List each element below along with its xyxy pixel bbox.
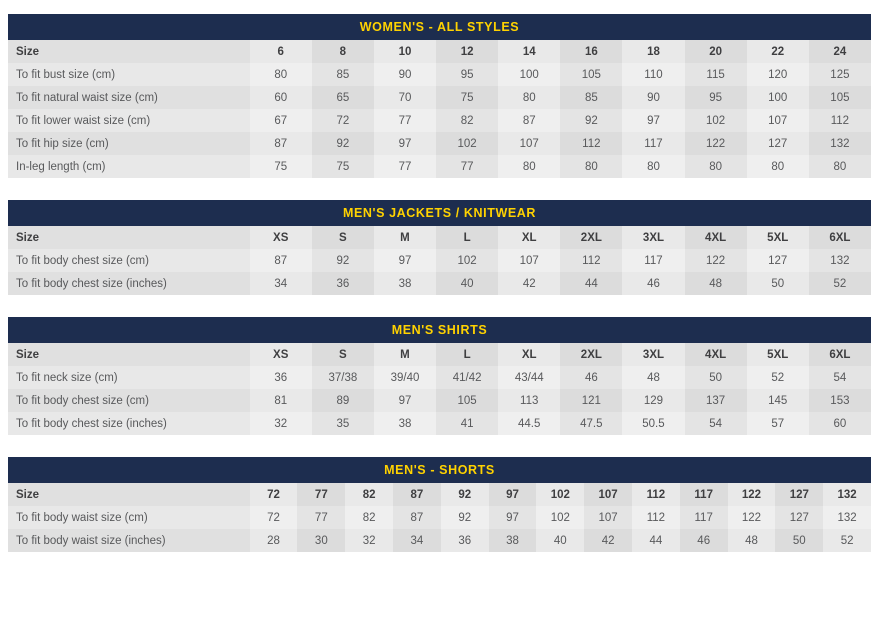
measurement-cell: 54: [685, 412, 747, 435]
measurement-cell: 80: [560, 155, 622, 178]
measurement-cell: 92: [560, 109, 622, 132]
measurement-cell: 102: [685, 109, 747, 132]
table-row: [8, 412, 871, 435]
column-header: L: [436, 343, 498, 366]
measurement-cell: 80: [250, 63, 312, 86]
column-header: XS: [250, 226, 312, 249]
measurement-cell: 95: [436, 63, 498, 86]
row-label: To fit bust size (cm): [8, 63, 250, 86]
column-header: 3XL: [622, 226, 684, 249]
measurement-cell: 36: [441, 529, 489, 552]
column-header: 112: [632, 483, 680, 506]
measurement-cell: 82: [436, 109, 498, 132]
measurement-cell: 28: [250, 529, 298, 552]
measurement-cell: 87: [393, 506, 441, 529]
measurement-cell: 85: [560, 86, 622, 109]
column-header: 5XL: [747, 343, 809, 366]
table-row: [8, 109, 871, 132]
measurement-cell: 81: [250, 389, 312, 412]
row-label: To fit natural waist size (cm): [8, 86, 250, 109]
measurement-cell: 44: [632, 529, 680, 552]
measurement-cell: 112: [560, 249, 622, 272]
table-row: [8, 249, 871, 272]
column-header: XS: [250, 343, 312, 366]
size-tables-container: [8, 14, 871, 552]
measurement-cell: 35: [312, 412, 374, 435]
size-table: [8, 343, 871, 435]
measurement-cell: 80: [622, 155, 684, 178]
size-table-block: [8, 200, 871, 295]
measurement-cell: 77: [374, 109, 436, 132]
size-table-title: MEN'S JACKETS / KNITWEAR: [8, 200, 871, 226]
measurement-cell: 107: [498, 132, 560, 155]
measurement-cell: 89: [312, 389, 374, 412]
column-header-size: Size: [8, 40, 250, 63]
column-header: 2XL: [560, 343, 622, 366]
measurement-cell: 75: [312, 155, 374, 178]
size-table: [8, 226, 871, 295]
size-table-block: [8, 14, 871, 178]
column-header: 127: [775, 483, 823, 506]
measurement-cell: 77: [297, 506, 345, 529]
table-row: [8, 40, 871, 63]
table-row: [8, 389, 871, 412]
measurement-cell: 77: [374, 155, 436, 178]
measurement-cell: 82: [345, 506, 393, 529]
size-table-title: MEN'S SHIRTS: [8, 317, 871, 343]
column-header: 6XL: [809, 343, 871, 366]
measurement-cell: 34: [250, 272, 312, 295]
measurement-cell: 36: [250, 366, 312, 389]
row-label: To fit lower waist size (cm): [8, 109, 250, 132]
column-header: 3XL: [622, 343, 684, 366]
table-row: [8, 506, 871, 529]
measurement-cell: 40: [536, 529, 584, 552]
measurement-cell: 121: [560, 389, 622, 412]
measurement-cell: 42: [498, 272, 560, 295]
measurement-cell: 105: [560, 63, 622, 86]
table-row: [8, 132, 871, 155]
row-label: To fit neck size (cm): [8, 366, 250, 389]
column-header: 5XL: [747, 226, 809, 249]
measurement-cell: 107: [584, 506, 632, 529]
row-label: To fit body chest size (cm): [8, 389, 250, 412]
row-label: To fit body chest size (cm): [8, 249, 250, 272]
measurement-cell: 127: [775, 506, 823, 529]
size-table: [8, 40, 871, 178]
measurement-cell: 132: [823, 506, 871, 529]
measurement-cell: 132: [809, 132, 871, 155]
column-header-size: Size: [8, 343, 250, 366]
measurement-cell: 102: [436, 249, 498, 272]
measurement-cell: 107: [747, 109, 809, 132]
column-header-size: Size: [8, 483, 250, 506]
table-row: [8, 483, 871, 506]
measurement-cell: 80: [498, 155, 560, 178]
column-header: 10: [374, 40, 436, 63]
measurement-cell: 65: [312, 86, 374, 109]
measurement-cell: 60: [809, 412, 871, 435]
column-header: 14: [498, 40, 560, 63]
column-header: 82: [345, 483, 393, 506]
column-header-size: Size: [8, 226, 250, 249]
measurement-cell: 50: [775, 529, 823, 552]
column-header: 22: [747, 40, 809, 63]
column-header: M: [374, 226, 436, 249]
measurement-cell: 87: [250, 132, 312, 155]
row-label: In-leg length (cm): [8, 155, 250, 178]
measurement-cell: 92: [312, 249, 374, 272]
size-table: [8, 483, 871, 552]
measurement-cell: 97: [622, 109, 684, 132]
measurement-cell: 32: [345, 529, 393, 552]
measurement-cell: 40: [436, 272, 498, 295]
measurement-cell: 34: [393, 529, 441, 552]
measurement-cell: 105: [436, 389, 498, 412]
measurement-cell: 120: [747, 63, 809, 86]
size-table-title: MEN'S - SHORTS: [8, 457, 871, 483]
measurement-cell: 137: [685, 389, 747, 412]
table-row: [8, 366, 871, 389]
column-header: 92: [441, 483, 489, 506]
measurement-cell: 85: [312, 63, 374, 86]
column-header: 77: [297, 483, 345, 506]
measurement-cell: 80: [498, 86, 560, 109]
column-header: 132: [823, 483, 871, 506]
table-row: [8, 155, 871, 178]
row-label: To fit body chest size (inches): [8, 272, 250, 295]
measurement-cell: 90: [374, 63, 436, 86]
measurement-cell: 97: [374, 389, 436, 412]
measurement-cell: 97: [489, 506, 537, 529]
measurement-cell: 122: [685, 249, 747, 272]
column-header: 6XL: [809, 226, 871, 249]
column-header: 24: [809, 40, 871, 63]
size-table-block: [8, 317, 871, 435]
column-header: 72: [250, 483, 298, 506]
column-header: 20: [685, 40, 747, 63]
measurement-cell: 100: [747, 86, 809, 109]
measurement-cell: 50: [747, 272, 809, 295]
measurement-cell: 87: [250, 249, 312, 272]
measurement-cell: 117: [622, 249, 684, 272]
measurement-cell: 46: [622, 272, 684, 295]
measurement-cell: 80: [747, 155, 809, 178]
measurement-cell: 36: [312, 272, 374, 295]
row-label: To fit hip size (cm): [8, 132, 250, 155]
column-header: 87: [393, 483, 441, 506]
size-table-block: [8, 457, 871, 552]
row-label: To fit body chest size (inches): [8, 412, 250, 435]
measurement-cell: 100: [498, 63, 560, 86]
measurement-cell: 102: [436, 132, 498, 155]
column-header: XL: [498, 226, 560, 249]
table-row: [8, 63, 871, 86]
column-header: L: [436, 226, 498, 249]
measurement-cell: 37/38: [312, 366, 374, 389]
measurement-cell: 60: [250, 86, 312, 109]
column-header: S: [312, 226, 374, 249]
measurement-cell: 110: [622, 63, 684, 86]
measurement-cell: 44.5: [498, 412, 560, 435]
column-header: 97: [489, 483, 537, 506]
row-label: To fit body waist size (inches): [8, 529, 250, 552]
measurement-cell: 38: [374, 412, 436, 435]
measurement-cell: 87: [498, 109, 560, 132]
column-header: 16: [560, 40, 622, 63]
measurement-cell: 129: [622, 389, 684, 412]
measurement-cell: 46: [680, 529, 728, 552]
measurement-cell: 112: [560, 132, 622, 155]
measurement-cell: 57: [747, 412, 809, 435]
measurement-cell: 48: [685, 272, 747, 295]
table-row: [8, 529, 871, 552]
measurement-cell: 46: [560, 366, 622, 389]
column-header: 4XL: [685, 226, 747, 249]
measurement-cell: 122: [685, 132, 747, 155]
column-header: 102: [536, 483, 584, 506]
measurement-cell: 97: [374, 249, 436, 272]
column-header: 6: [250, 40, 312, 63]
measurement-cell: 72: [250, 506, 298, 529]
measurement-cell: 112: [632, 506, 680, 529]
measurement-cell: 75: [436, 86, 498, 109]
measurement-cell: 54: [809, 366, 871, 389]
column-header: 18: [622, 40, 684, 63]
measurement-cell: 72: [312, 109, 374, 132]
measurement-cell: 80: [809, 155, 871, 178]
measurement-cell: 113: [498, 389, 560, 412]
measurement-cell: 90: [622, 86, 684, 109]
measurement-cell: 50.5: [622, 412, 684, 435]
column-header: S: [312, 343, 374, 366]
measurement-cell: 50: [685, 366, 747, 389]
column-header: M: [374, 343, 436, 366]
measurement-cell: 112: [809, 109, 871, 132]
column-header: 8: [312, 40, 374, 63]
measurement-cell: 38: [489, 529, 537, 552]
measurement-cell: 125: [809, 63, 871, 86]
column-header: 4XL: [685, 343, 747, 366]
measurement-cell: 115: [685, 63, 747, 86]
measurement-cell: 117: [680, 506, 728, 529]
measurement-cell: 70: [374, 86, 436, 109]
measurement-cell: 47.5: [560, 412, 622, 435]
measurement-cell: 95: [685, 86, 747, 109]
measurement-cell: 48: [728, 529, 776, 552]
measurement-cell: 153: [809, 389, 871, 412]
measurement-cell: 38: [374, 272, 436, 295]
measurement-cell: 107: [498, 249, 560, 272]
measurement-cell: 52: [747, 366, 809, 389]
measurement-cell: 44: [560, 272, 622, 295]
measurement-cell: 39/40: [374, 366, 436, 389]
measurement-cell: 127: [747, 132, 809, 155]
measurement-cell: 75: [250, 155, 312, 178]
measurement-cell: 52: [809, 272, 871, 295]
measurement-cell: 92: [441, 506, 489, 529]
column-header: 107: [584, 483, 632, 506]
measurement-cell: 122: [728, 506, 776, 529]
table-row: [8, 272, 871, 295]
column-header: 117: [680, 483, 728, 506]
measurement-cell: 92: [312, 132, 374, 155]
table-row: [8, 343, 871, 366]
measurement-cell: 30: [297, 529, 345, 552]
measurement-cell: 52: [823, 529, 871, 552]
measurement-cell: 41: [436, 412, 498, 435]
measurement-cell: 102: [536, 506, 584, 529]
column-header: 122: [728, 483, 776, 506]
column-header: XL: [498, 343, 560, 366]
measurement-cell: 77: [436, 155, 498, 178]
measurement-cell: 43/44: [498, 366, 560, 389]
measurement-cell: 48: [622, 366, 684, 389]
measurement-cell: 41/42: [436, 366, 498, 389]
column-header: 2XL: [560, 226, 622, 249]
measurement-cell: 42: [584, 529, 632, 552]
column-header: 12: [436, 40, 498, 63]
measurement-cell: 105: [809, 86, 871, 109]
measurement-cell: 145: [747, 389, 809, 412]
measurement-cell: 32: [250, 412, 312, 435]
measurement-cell: 127: [747, 249, 809, 272]
table-row: [8, 86, 871, 109]
table-row: [8, 226, 871, 249]
measurement-cell: 97: [374, 132, 436, 155]
measurement-cell: 117: [622, 132, 684, 155]
measurement-cell: 80: [685, 155, 747, 178]
row-label: To fit body waist size (cm): [8, 506, 250, 529]
size-table-title: WOMEN'S - ALL STYLES: [8, 14, 871, 40]
measurement-cell: 67: [250, 109, 312, 132]
measurement-cell: 132: [809, 249, 871, 272]
